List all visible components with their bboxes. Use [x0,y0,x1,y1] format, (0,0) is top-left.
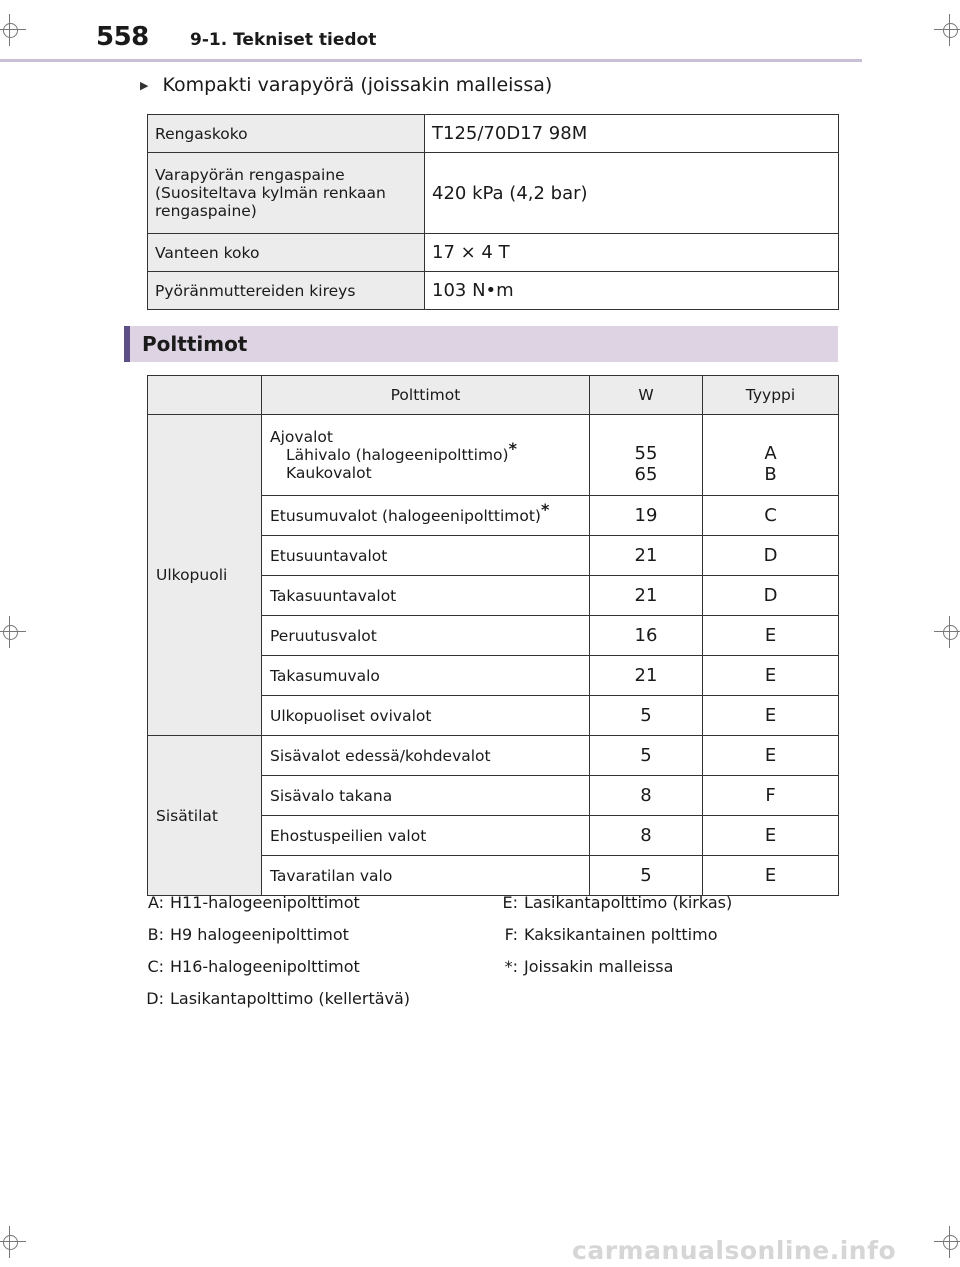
bulb-watt: 21 [590,656,703,696]
bulb-type: A B [703,415,839,496]
header-type: Tyyppi [703,376,839,415]
registration-mark [940,1232,960,1252]
bulb-name: Ajovalot Lähivalo (halogeenipolttimo)* Kaukovalot [262,415,590,496]
header-rule [0,59,862,62]
bulb-name: Sisävalot edessä/kohdevalot [262,736,590,776]
bulb-watt: 21 [590,576,703,616]
bulb-watt: 21 [590,536,703,576]
bulb-name: Ulkopuoliset ovivalot [262,696,590,736]
registration-mark [940,622,960,642]
legend-item: F: Kaksikantainen polttimo [504,925,718,944]
bulb-type: E [703,616,839,656]
bulb-type: C [703,496,839,536]
legend-item: B: H9 halogeenipolttimot [147,925,349,944]
spare-wheel-table [147,114,839,310]
bulb-type: E [703,816,839,856]
table-label: Rengaskoko [148,115,425,153]
table-header-row [148,376,839,415]
bulb-watt: 5 [590,856,703,896]
watermark: carmanualsonline.info [572,1236,897,1265]
asterisk-mark: * [508,438,517,458]
registration-mark [0,20,20,40]
band-title: Polttimot [142,332,248,356]
bulb-type: E [703,656,839,696]
registration-mark [0,622,20,642]
bulb-name: Takasuuntavalot [262,576,590,616]
bulb-name: Tavaratilan valo [262,856,590,896]
group-label: Sisätilat [148,736,262,896]
registration-mark [940,20,960,40]
bulb-type: D [703,536,839,576]
table-value: 17 × 4 T [425,234,839,272]
bulb-type: E [703,696,839,736]
bulb-name: Sisävalo takana [262,776,590,816]
bulb-watt: 8 [590,816,703,856]
header-empty [148,376,262,415]
spare-wheel-heading [140,74,552,96]
bulb-name: Takasumuvalo [262,656,590,696]
table-row [148,234,839,272]
table-label: Varapyörän rengaspaine (Suositeltava kylmän renkaan rengaspaine) [148,153,425,234]
table-row [148,415,839,496]
section-band [124,326,838,362]
legend-item: D: Lasikantapolttimo (kellertävä) [146,989,411,1008]
bulb-watt: 8 [590,776,703,816]
table-row [148,272,839,310]
section-title: 9-1. Tekniset tiedot [190,30,377,50]
legend-item: *: Joissakin malleissa [504,957,674,976]
table-value: 420 kPa (4,2 bar) [425,153,839,234]
asterisk-mark: * [540,499,550,519]
group-label: Ulkopuoli [148,415,262,736]
bulb-watt: 19 [590,496,703,536]
bulb-name: Peruutusvalot [262,616,590,656]
bulb-type: E [703,856,839,896]
table-row [148,115,839,153]
registration-mark [0,1232,20,1252]
header-bulbs: Polttimot [262,376,590,415]
header-watt: W [590,376,703,415]
bulb-type: E [703,736,839,776]
bulb-watt: 16 [590,616,703,656]
bulb-type: F [703,776,839,816]
table-label: Vanteen koko [148,234,425,272]
bulb-name: Etusuuntavalot [262,536,590,576]
table-row [148,736,839,776]
bulb-table [147,375,839,896]
bulb-watt: 5 [590,736,703,776]
table-value: 103 N•m [425,272,839,310]
band-accent [124,326,130,362]
triangle-bullet-icon: ▶ [140,78,149,92]
table-value: T125/70D17 98M [425,115,839,153]
bulb-watt: 55 65 [590,415,703,496]
page-number: 558 [96,22,149,52]
table-row [148,153,839,234]
legend-item: E: Lasikantapolttimo (kirkas) [502,893,733,912]
spare-wheel-heading-text: Kompakti varapyörä (joissakin malleissa) [162,74,553,96]
bulb-type: D [703,576,839,616]
bulb-watt: 5 [590,696,703,736]
bulb-name: Etusumuvalot (halogeenipolttimot)* [262,496,590,536]
legend-item: A: H11-halogeenipolttimot [147,893,360,912]
legend-item: C: H16-halogeenipolttimot [147,957,360,976]
table-label: Pyöränmuttereiden kireys [148,272,425,310]
bulb-name: Ehostuspeilien valot [262,816,590,856]
